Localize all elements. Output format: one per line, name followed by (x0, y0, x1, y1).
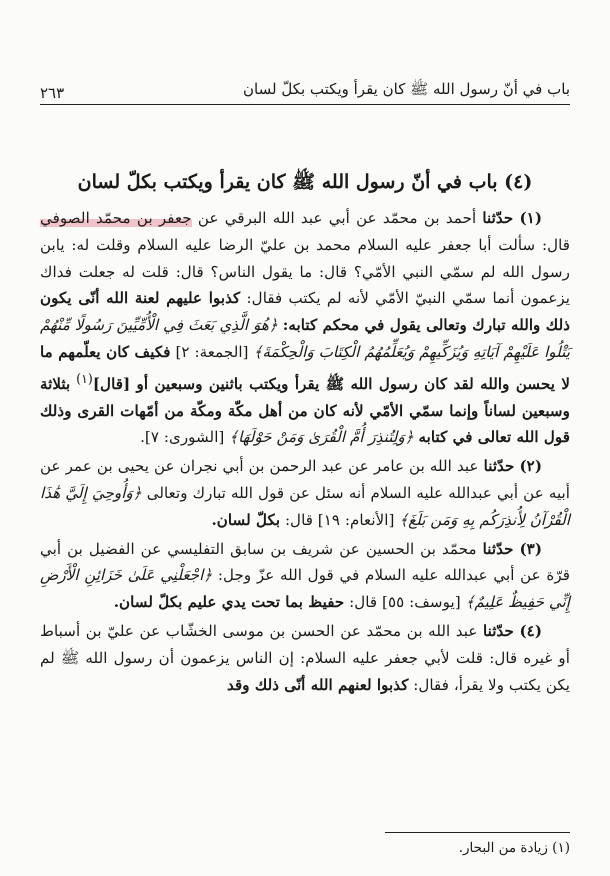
verse-reference: [الأنعام: ١٩] قال: (284, 510, 395, 529)
footnote-rule (385, 832, 570, 833)
running-title: باب في أنّ رسول الله ﷺ كان يقرأ ويكتب بكلّ لسان (243, 80, 570, 98)
body-text (40, 205, 570, 700)
hadith-4 (40, 618, 570, 698)
header-rule (40, 104, 570, 105)
narration-text: عبد الله بن عامر عن عبد الرحمن بن أبي نجران عن يحيى بن عمر عن أبيه عن أبي عبدالله عليه السلام أنه سئل عن قول الله تبارك وتعالى (40, 457, 571, 503)
bold-statement: كذبوا عليهم لعنة الله أنّى يكون ذلك والله تبارك وتعالى يقول في محكم كتابه: (40, 289, 571, 335)
quran-verse: ﴿وَأُوحِيَ إِلَيَّ هَٰذَا الْقُرْآنُ لِأُنذِرَكُم بِهِ وَمَن بَلَغَ﴾ (40, 484, 570, 529)
verse-reference: [الجمعة: ٢] (175, 342, 249, 361)
hadith-number: (١) (519, 209, 542, 227)
narration-keyword: حدّثنا (483, 622, 514, 641)
verse-reference: [يوسف: ٥٥] قال: (349, 593, 461, 612)
bold-statement: بثلاثة وسبعين لساناً وإنما سمّي الأمّي لأنه كان من أهل مكّة ومكّة من أمّهات القرى وذلك قول الله تعالى في كتابه (40, 374, 570, 447)
narration-chain: أحمد بن محمّد عن أبي عبد الله البرقي عن (197, 209, 477, 227)
quran-verse: ﴿اجْعَلْنِي عَلَىٰ خَزَائِنِ الْأَرْضِ إِنِّي حَفِيظٌ عَلِيمٌ﴾ (40, 566, 570, 612)
quran-verse: ﴿وَلِتُنذِرَ أُمَّ الْقُرَىٰ وَمَنْ حَوْلَهَا﴾ (229, 428, 414, 447)
narration-text: قال: سألت أبا جعفر عليه السلام محمد بن عليّ الرضا عليه السلام وقلت له: يابن رسول الله لم سمّي النبي الأمّي؟ قال: ما يقول الناس؟ قال: قلت له جعلت فداك يزعمون أنما سمّي النبيّ الأمّي لأنه لم يكتب فقال: (40, 235, 570, 308)
narration-keyword: حدّثنا (482, 209, 514, 227)
bold-statement: بكلّ لسان. (211, 510, 281, 529)
narration-text: محمّد بن الحسين عن شريف بن سابق التفليسي عن الفضيل بن أبي قرّة عن أبي عبدالله عليه السلام في قول الله عزّ وجل: (40, 539, 570, 585)
narration-keyword: حدّثنا (482, 539, 514, 558)
hadith-1 (40, 205, 570, 451)
chapter-title: (٤) باب في أنّ رسول الله ﷺ كان يقرأ ويكتب بكلّ لسان (77, 171, 533, 193)
page-number: ٢٦٣ (40, 84, 65, 102)
bold-statement: كذبوا لعنهم الله أنّى ذلك وقد (226, 675, 409, 694)
quran-verse: ﴿هُوَ الَّذِي بَعَثَ فِي الْأُمِّيِّينَ رَسُولًا مِّنْهُمْ يَتْلُوا عَلَيْهِمْ آيَاتِهِ وَيُزَكِّيهِمْ وَيُعَلِّمُهُمُ الْكِتَابَ وَالْحِكْمَةَ﴾ (40, 316, 570, 361)
hadith-3 (40, 536, 570, 616)
narration-keyword: حدّثنا (483, 457, 515, 476)
running-header (40, 76, 570, 102)
bold-statement: فكيف كان يعلّمهم ما لا يحسن والله لقد كان رسول الله ﷺ يقرأ ويكتب باثنين وسبعين أو [قال] (40, 342, 571, 393)
hadith-number: (٢) (519, 457, 543, 476)
footnote-marker: (١) (76, 370, 93, 386)
verse-reference: [الشورى: ٧]. (140, 428, 225, 447)
highlighted-narrator: جعفر بن محمّد الصوفي (40, 209, 192, 227)
hadith-number: (٣) (519, 539, 543, 558)
narration-text: عبد الله بن محمّد عن الحسن بن موسى الخشّاب عن عليّ بن أسباط أو غيره قال: قلت لأبي جعفر عليه السلام: إن الناس يزعمون أن رسول الله ﷺ لم يكن يكتب ولا يقرأ، فقال: (40, 622, 570, 694)
bold-statement: حفيظ بما تحت يدي عليم بكلّ لسان. (113, 593, 345, 612)
hadith-2 (40, 453, 570, 533)
hadith-number: (٤) (519, 622, 542, 641)
footnote: (١) زيادة من البحار. (458, 840, 570, 856)
